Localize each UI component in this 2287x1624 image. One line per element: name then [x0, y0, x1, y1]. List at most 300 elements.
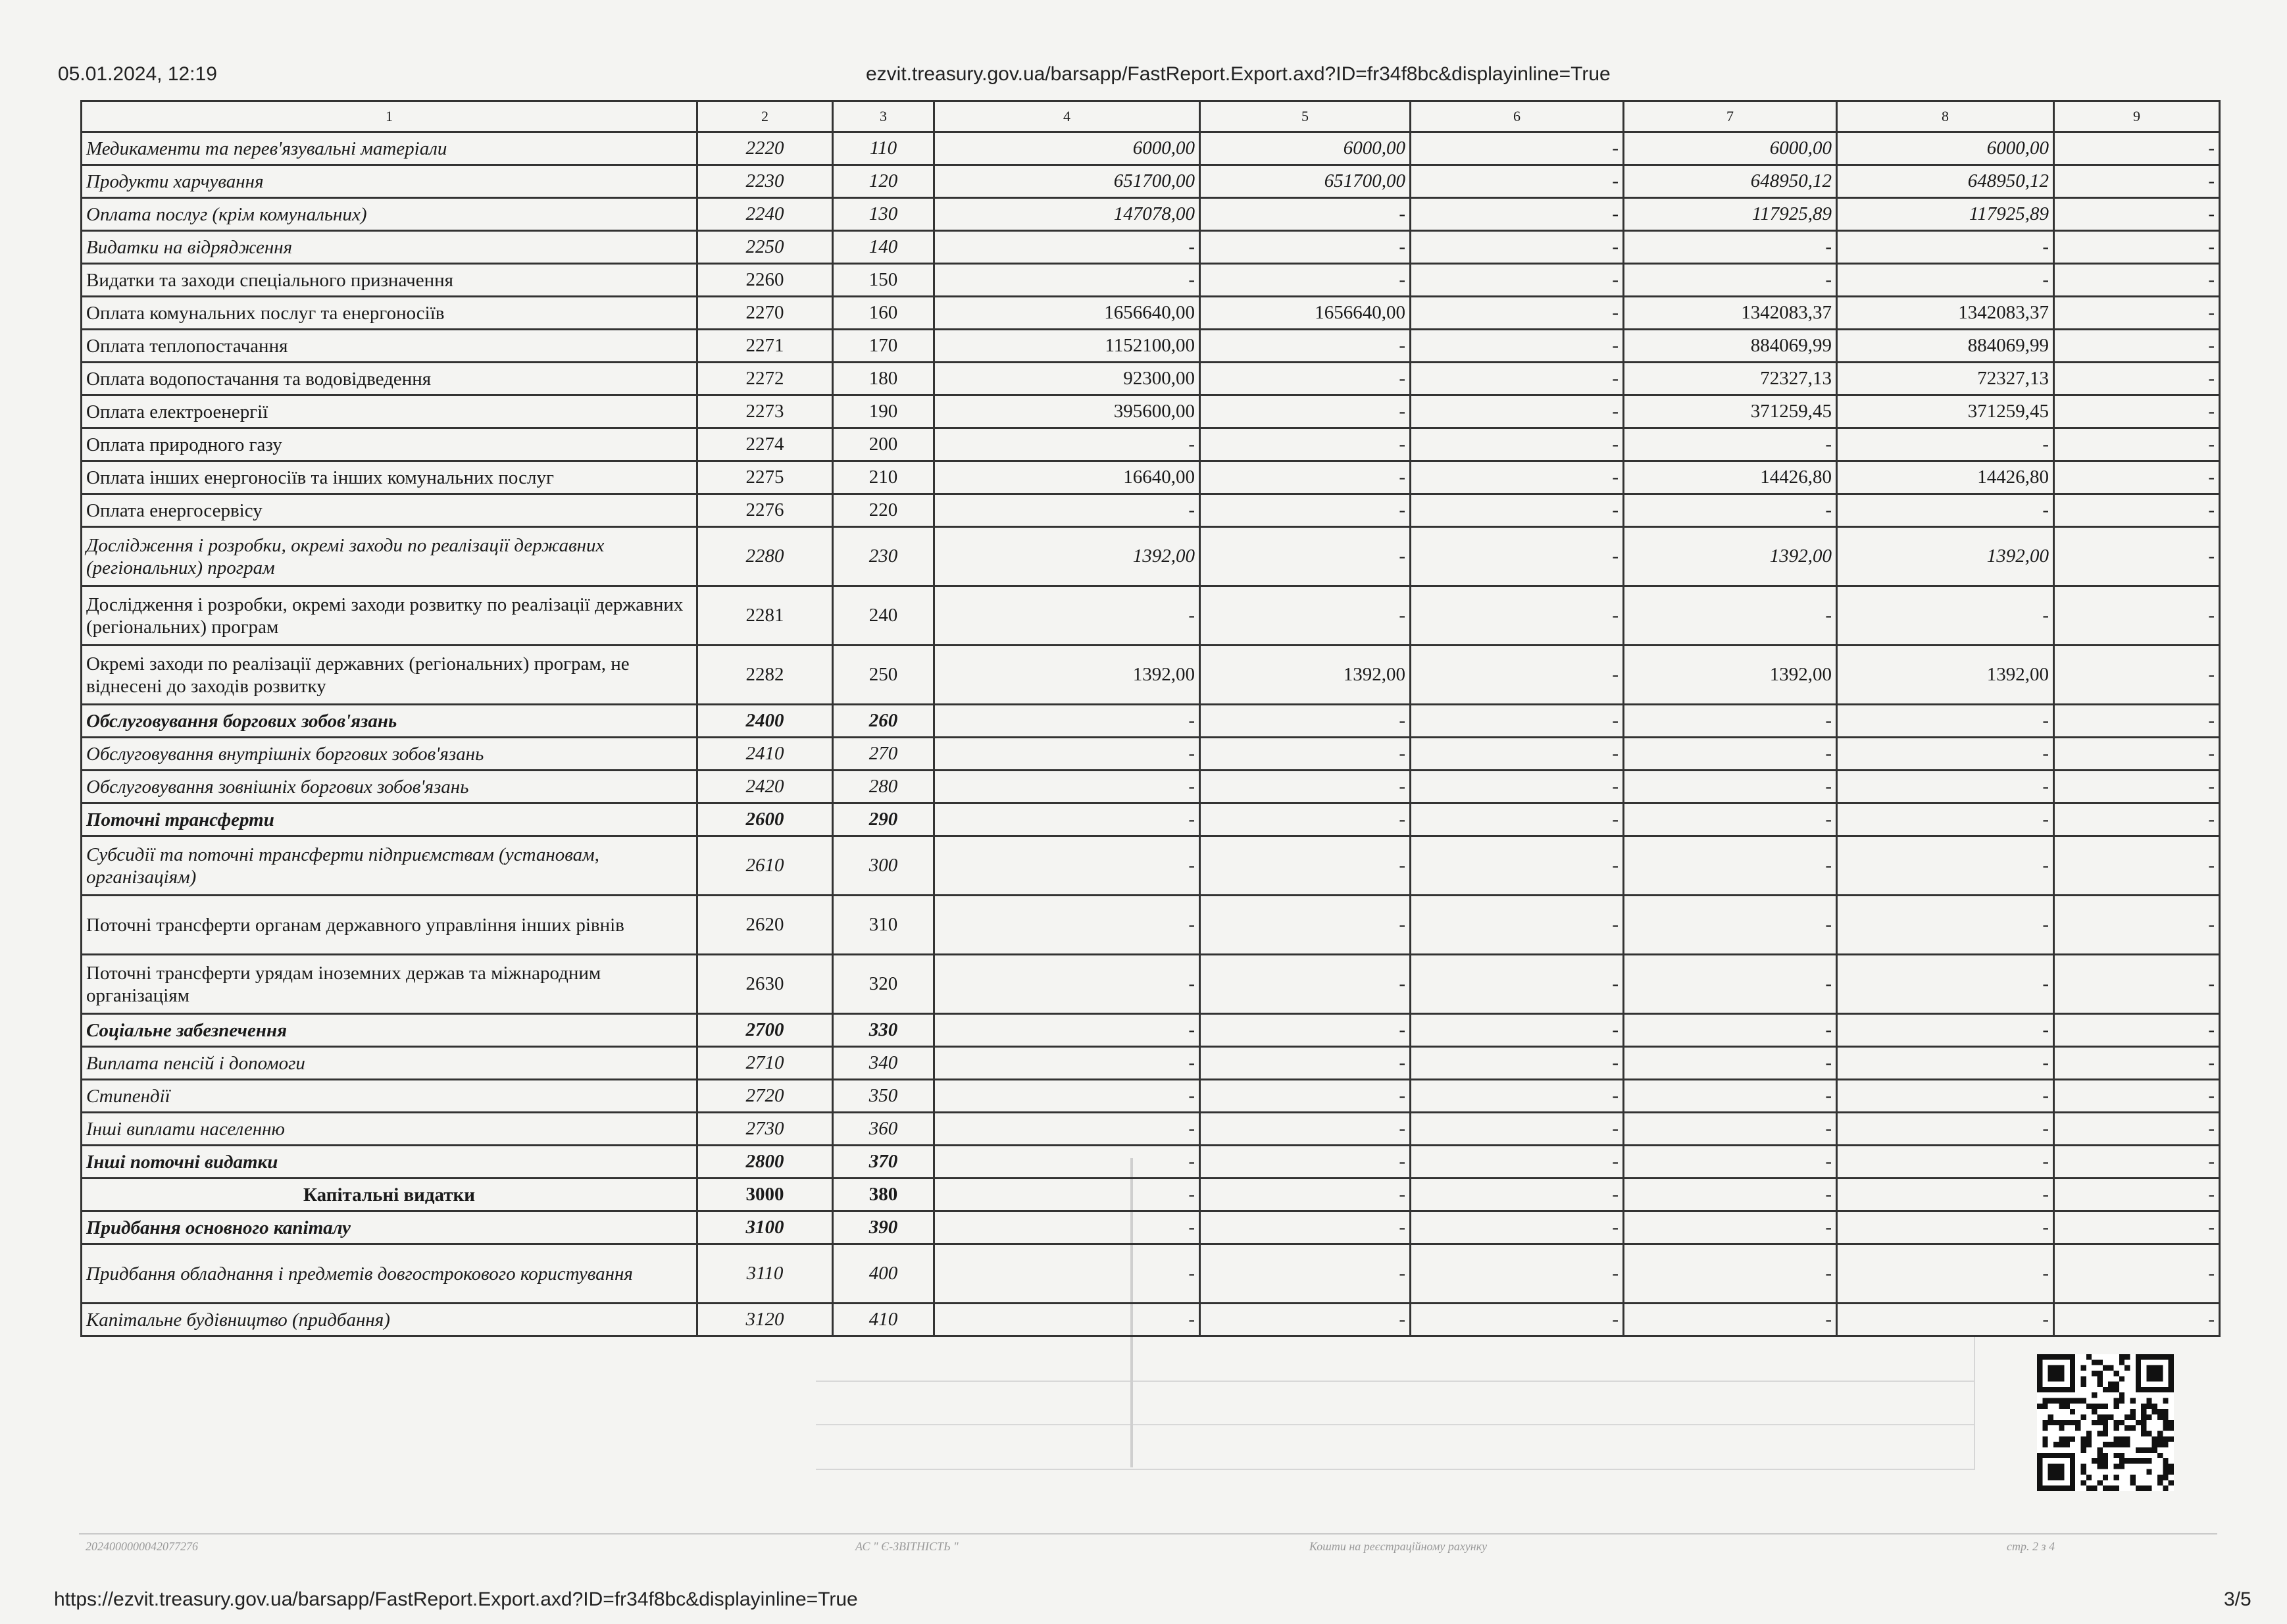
table-row	[82, 198, 2220, 231]
row-name: Оплата теплопостачання	[82, 330, 697, 363]
account-note: Кошти на реєстраційному рахунку	[1309, 1540, 1488, 1553]
value-col-4: -	[934, 803, 1200, 836]
value-col-6: -	[1411, 461, 1624, 494]
value-col-7: 6000,00	[1624, 132, 1837, 165]
value-col-7: 1392,00	[1624, 527, 1837, 586]
value-col-7: -	[1624, 1014, 1837, 1047]
table-row	[82, 1113, 2220, 1146]
print-page-number: 3/5	[2224, 1588, 2251, 1610]
value-col-9: -	[2054, 527, 2220, 586]
line-code: 260	[833, 705, 934, 738]
value-col-8: -	[1837, 586, 2054, 646]
value-col-8: 371259,45	[1837, 395, 2054, 428]
kekv-code: 2400	[697, 705, 833, 738]
value-col-6: -	[1411, 297, 1624, 330]
value-col-6: -	[1411, 896, 1624, 955]
value-col-5: -	[1200, 494, 1411, 527]
value-col-6: -	[1411, 771, 1624, 803]
value-col-5: -	[1200, 395, 1411, 428]
value-col-7: -	[1624, 836, 1837, 896]
line-code: 330	[833, 1014, 934, 1047]
table-row	[82, 231, 2220, 264]
row-name: Оплата інших енергоносіїв та інших комунальних послуг	[82, 461, 697, 494]
value-col-6: -	[1411, 198, 1624, 231]
value-col-8: 14426,80	[1837, 461, 2054, 494]
value-col-9: -	[2054, 896, 2220, 955]
value-col-4: 92300,00	[934, 363, 1200, 395]
table-row	[82, 646, 2220, 705]
line-code: 180	[833, 363, 934, 395]
value-col-7: -	[1624, 428, 1837, 461]
row-name: Оплата водопостачання та водовідведення	[82, 363, 697, 395]
value-col-6: -	[1411, 165, 1624, 198]
row-name: Соціальне забезпечення	[82, 1014, 697, 1047]
value-col-4: 395600,00	[934, 395, 1200, 428]
row-name: Капітальне будівництво (придбання)	[82, 1304, 697, 1336]
value-col-9: -	[2054, 1113, 2220, 1146]
value-col-9: -	[2054, 165, 2220, 198]
value-col-8: 1392,00	[1837, 646, 2054, 705]
value-col-4: -	[934, 836, 1200, 896]
value-col-8: -	[1837, 231, 2054, 264]
value-col-5: -	[1200, 1047, 1411, 1080]
value-col-6: -	[1411, 705, 1624, 738]
kekv-code: 2273	[697, 395, 833, 428]
column-header-1: 1	[82, 101, 697, 132]
value-col-8: 117925,89	[1837, 198, 2054, 231]
value-col-5: -	[1200, 1014, 1411, 1047]
value-col-5: -	[1200, 836, 1411, 896]
value-col-7: -	[1624, 1080, 1837, 1113]
value-col-8: 884069,99	[1837, 330, 2054, 363]
value-col-7: -	[1624, 264, 1837, 297]
kekv-code: 2270	[697, 297, 833, 330]
value-col-9: -	[2054, 132, 2220, 165]
value-col-8: -	[1837, 264, 2054, 297]
value-col-6: -	[1411, 738, 1624, 771]
value-col-6: -	[1411, 494, 1624, 527]
line-code: 390	[833, 1211, 934, 1244]
value-col-8: -	[1837, 1014, 2054, 1047]
value-col-4: -	[934, 1179, 1200, 1211]
line-code: 410	[833, 1304, 934, 1336]
value-col-5: -	[1200, 803, 1411, 836]
footer-rule	[79, 1533, 2217, 1535]
value-col-4: 16640,00	[934, 461, 1200, 494]
value-col-7: -	[1624, 803, 1837, 836]
value-col-4: 147078,00	[934, 198, 1200, 231]
table-row	[82, 1014, 2220, 1047]
value-col-7: -	[1624, 738, 1837, 771]
value-col-5: -	[1200, 586, 1411, 646]
line-code: 280	[833, 771, 934, 803]
kekv-code: 2620	[697, 896, 833, 955]
kekv-code: 2700	[697, 1014, 833, 1047]
value-col-4: -	[934, 896, 1200, 955]
value-col-5: -	[1200, 527, 1411, 586]
value-col-4: 1392,00	[934, 646, 1200, 705]
column-header-7: 7	[1624, 101, 1837, 132]
table-row	[82, 527, 2220, 586]
value-col-7: -	[1624, 771, 1837, 803]
row-name: Оплата природного газу	[82, 428, 697, 461]
value-col-9: -	[2054, 1080, 2220, 1113]
row-name: Медикаменти та перев'язувальні матеріали	[82, 132, 697, 165]
kekv-code: 3000	[697, 1179, 833, 1211]
value-col-5: -	[1200, 1211, 1411, 1244]
system-name: АС " Є-ЗВІТНІСТЬ "	[855, 1540, 959, 1553]
value-col-6: -	[1411, 428, 1624, 461]
row-name: Субсидії та поточні трансферти підприємствам (установам, організаціям)	[82, 836, 697, 896]
value-col-9: -	[2054, 955, 2220, 1014]
table-row	[82, 1179, 2220, 1211]
kekv-code: 2250	[697, 231, 833, 264]
table-row	[82, 771, 2220, 803]
kekv-code: 2240	[697, 198, 833, 231]
value-col-4: 1152100,00	[934, 330, 1200, 363]
value-col-7: -	[1624, 1179, 1837, 1211]
value-col-4: -	[934, 428, 1200, 461]
value-col-6: -	[1411, 330, 1624, 363]
value-col-5: -	[1200, 1244, 1411, 1304]
table-row	[82, 1080, 2220, 1113]
value-col-8: -	[1837, 955, 2054, 1014]
value-col-5: -	[1200, 955, 1411, 1014]
value-col-7: 117925,89	[1624, 198, 1837, 231]
print-footer-url: https://ezvit.treasury.gov.ua/barsapp/FastReport.Export.axd?ID=fr34f8bc&displayinline=True	[54, 1588, 858, 1610]
value-col-4: -	[934, 955, 1200, 1014]
kekv-code: 2610	[697, 836, 833, 896]
value-col-4: -	[934, 264, 1200, 297]
line-code: 340	[833, 1047, 934, 1080]
row-name: Стипендії	[82, 1080, 697, 1113]
value-col-5: -	[1200, 896, 1411, 955]
row-name: Інші поточні видатки	[82, 1146, 697, 1179]
value-col-6: -	[1411, 395, 1624, 428]
value-col-8: -	[1837, 428, 2054, 461]
value-col-8: -	[1837, 494, 2054, 527]
kekv-code: 2276	[697, 494, 833, 527]
kekv-code: 2275	[697, 461, 833, 494]
row-name: Придбання основного капіталу	[82, 1211, 697, 1244]
value-col-8: -	[1837, 1146, 2054, 1179]
kekv-code: 2274	[697, 428, 833, 461]
value-col-8: 6000,00	[1837, 132, 2054, 165]
value-col-9: -	[2054, 1304, 2220, 1336]
value-col-9: -	[2054, 705, 2220, 738]
value-col-8: -	[1837, 738, 2054, 771]
column-header-9: 9	[2054, 101, 2220, 132]
line-code: 130	[833, 198, 934, 231]
value-col-7: 371259,45	[1624, 395, 1837, 428]
value-col-9: -	[2054, 771, 2220, 803]
value-col-6: -	[1411, 836, 1624, 896]
value-col-9: -	[2054, 1179, 2220, 1211]
value-col-5: -	[1200, 1146, 1411, 1179]
line-code: 310	[833, 896, 934, 955]
form-page: стр. 2 з 4	[2007, 1540, 2055, 1553]
table-row	[82, 586, 2220, 646]
line-code: 160	[833, 297, 934, 330]
value-col-9: -	[2054, 395, 2220, 428]
table-row	[82, 738, 2220, 771]
value-col-5: -	[1200, 738, 1411, 771]
row-name: Виплата пенсій і допомоги	[82, 1047, 697, 1080]
value-col-6: -	[1411, 1304, 1624, 1336]
value-col-9: -	[2054, 264, 2220, 297]
row-name: Капітальні видатки	[82, 1179, 697, 1211]
line-code: 400	[833, 1244, 934, 1304]
row-name: Обслуговування внутрішніх боргових зобов'язань	[82, 738, 697, 771]
value-col-7: 1392,00	[1624, 646, 1837, 705]
value-col-9: -	[2054, 1211, 2220, 1244]
value-col-9: -	[2054, 363, 2220, 395]
table-row	[82, 395, 2220, 428]
value-col-6: -	[1411, 586, 1624, 646]
value-col-5: -	[1200, 264, 1411, 297]
value-col-9: -	[2054, 428, 2220, 461]
value-col-4: -	[934, 1146, 1200, 1179]
table-row	[82, 1047, 2220, 1080]
value-col-5: 651700,00	[1200, 165, 1411, 198]
value-col-8: -	[1837, 836, 2054, 896]
line-code: 110	[833, 132, 934, 165]
table-row	[82, 803, 2220, 836]
line-code: 220	[833, 494, 934, 527]
value-col-9: -	[2054, 198, 2220, 231]
row-name: Оплата електроенергії	[82, 395, 697, 428]
value-col-4: -	[934, 1047, 1200, 1080]
kekv-code: 2710	[697, 1047, 833, 1080]
value-col-4: -	[934, 1014, 1200, 1047]
value-col-7: 14426,80	[1624, 461, 1837, 494]
value-col-7: -	[1624, 1211, 1837, 1244]
value-col-8: 72327,13	[1837, 363, 2054, 395]
line-code: 250	[833, 646, 934, 705]
value-col-9: -	[2054, 586, 2220, 646]
line-code: 230	[833, 527, 934, 586]
value-col-7: 72327,13	[1624, 363, 1837, 395]
row-name: Обслуговування зовнішніх боргових зобов'язань	[82, 771, 697, 803]
row-name: Дослідження і розробки, окремі заходи розвитку по реалізації державних (регіональних) програм	[82, 586, 697, 646]
kekv-code: 2720	[697, 1080, 833, 1113]
line-code: 210	[833, 461, 934, 494]
kekv-code: 2230	[697, 165, 833, 198]
value-col-4: -	[934, 494, 1200, 527]
value-col-5: -	[1200, 771, 1411, 803]
value-col-9: -	[2054, 836, 2220, 896]
table-row	[82, 165, 2220, 198]
value-col-5: 1392,00	[1200, 646, 1411, 705]
document-number: 2024000000042077276	[86, 1540, 198, 1553]
line-code: 350	[833, 1080, 934, 1113]
value-col-7: -	[1624, 1146, 1837, 1179]
table-row	[82, 461, 2220, 494]
value-col-6: -	[1411, 803, 1624, 836]
value-col-5: 6000,00	[1200, 132, 1411, 165]
table-row	[82, 494, 2220, 527]
value-col-4: 1392,00	[934, 527, 1200, 586]
value-col-7: 648950,12	[1624, 165, 1837, 198]
value-col-8: -	[1837, 1113, 2054, 1146]
value-col-5: -	[1200, 1080, 1411, 1113]
value-col-5: -	[1200, 1113, 1411, 1146]
kekv-code: 2410	[697, 738, 833, 771]
row-name: Поточні трансферти	[82, 803, 697, 836]
value-col-6: -	[1411, 132, 1624, 165]
value-col-9: -	[2054, 1014, 2220, 1047]
row-name: Видатки на відрядження	[82, 231, 697, 264]
qr-code	[2037, 1354, 2174, 1491]
value-col-8: 1392,00	[1837, 527, 2054, 586]
line-code: 140	[833, 231, 934, 264]
value-col-4: -	[934, 586, 1200, 646]
line-code: 240	[833, 586, 934, 646]
table-row	[82, 1146, 2220, 1179]
table-row	[82, 705, 2220, 738]
value-col-8: 1342083,37	[1837, 297, 2054, 330]
value-col-6: -	[1411, 363, 1624, 395]
value-col-9: -	[2054, 646, 2220, 705]
value-col-8: 648950,12	[1837, 165, 2054, 198]
value-col-8: -	[1837, 771, 2054, 803]
value-col-6: -	[1411, 1146, 1624, 1179]
value-col-7: -	[1624, 494, 1837, 527]
line-code: 290	[833, 803, 934, 836]
value-col-6: -	[1411, 527, 1624, 586]
value-col-6: -	[1411, 231, 1624, 264]
value-col-9: -	[2054, 494, 2220, 527]
value-col-6: -	[1411, 1113, 1624, 1146]
row-name: Поточні трансферти органам державного управління інших рівнів	[82, 896, 697, 955]
line-code: 170	[833, 330, 934, 363]
row-name: Продукти харчування	[82, 165, 697, 198]
column-header-2: 2	[697, 101, 833, 132]
value-col-4: 1656640,00	[934, 297, 1200, 330]
value-col-4: -	[934, 771, 1200, 803]
value-col-7: -	[1624, 1047, 1837, 1080]
row-name: Окремі заходи по реалізації державних (регіональних) програм, не віднесені до заходів розвитку	[82, 646, 697, 705]
kekv-code: 2630	[697, 955, 833, 1014]
value-col-9: -	[2054, 461, 2220, 494]
kekv-code: 2272	[697, 363, 833, 395]
value-col-9: -	[2054, 1146, 2220, 1179]
value-col-6: -	[1411, 264, 1624, 297]
value-col-8: -	[1837, 1211, 2054, 1244]
value-col-6: -	[1411, 1244, 1624, 1304]
kekv-code: 3110	[697, 1244, 833, 1304]
value-col-8: -	[1837, 803, 2054, 836]
value-col-5: -	[1200, 363, 1411, 395]
value-col-5: -	[1200, 330, 1411, 363]
row-name: Придбання обладнання і предметів довгострокового користування	[82, 1244, 697, 1304]
kekv-code: 2271	[697, 330, 833, 363]
kekv-code: 2420	[697, 771, 833, 803]
line-code: 380	[833, 1179, 934, 1211]
value-col-4: 6000,00	[934, 132, 1200, 165]
table-row	[82, 836, 2220, 896]
value-col-7: -	[1624, 586, 1837, 646]
line-code: 150	[833, 264, 934, 297]
column-header-3: 3	[833, 101, 934, 132]
row-name: Оплата енергосервісу	[82, 494, 697, 527]
value-col-8: -	[1837, 896, 2054, 955]
column-header-5: 5	[1200, 101, 1411, 132]
value-col-4: 651700,00	[934, 165, 1200, 198]
table-row	[82, 297, 2220, 330]
row-name: Обслуговування боргових зобов'язань	[82, 705, 697, 738]
value-col-8: -	[1837, 705, 2054, 738]
value-col-8: -	[1837, 1047, 2054, 1080]
row-name: Інші виплати населенню	[82, 1113, 697, 1146]
value-col-7: -	[1624, 896, 1837, 955]
value-col-5: -	[1200, 428, 1411, 461]
kekv-code: 2280	[697, 527, 833, 586]
bleed-through-table	[816, 1336, 1975, 1470]
value-col-4: -	[934, 1211, 1200, 1244]
kekv-code: 2730	[697, 1113, 833, 1146]
value-col-4: -	[934, 1113, 1200, 1146]
value-col-6: -	[1411, 1014, 1624, 1047]
kekv-code: 2800	[697, 1146, 833, 1179]
value-col-7: 1342083,37	[1624, 297, 1837, 330]
value-col-4: -	[934, 1304, 1200, 1336]
value-col-7: -	[1624, 1304, 1837, 1336]
value-col-6: -	[1411, 1047, 1624, 1080]
line-code: 360	[833, 1113, 934, 1146]
value-col-7: -	[1624, 1113, 1837, 1146]
value-col-6: -	[1411, 955, 1624, 1014]
row-name: Оплата послуг (крім комунальних)	[82, 198, 697, 231]
table-body	[82, 132, 2220, 1336]
value-col-9: -	[2054, 1244, 2220, 1304]
value-col-4: -	[934, 231, 1200, 264]
kekv-code: 3120	[697, 1304, 833, 1336]
table-row	[82, 1304, 2220, 1336]
value-col-7: -	[1624, 955, 1837, 1014]
table-row	[82, 132, 2220, 165]
table-row	[82, 955, 2220, 1014]
value-col-9: -	[2054, 803, 2220, 836]
expenditure-report-table	[80, 100, 2221, 1337]
value-col-9: -	[2054, 297, 2220, 330]
value-col-5: 1656640,00	[1200, 297, 1411, 330]
value-col-4: -	[934, 1080, 1200, 1113]
kekv-code: 2600	[697, 803, 833, 836]
value-col-9: -	[2054, 231, 2220, 264]
print-header-url: ezvit.treasury.gov.ua/barsapp/FastReport.Export.axd?ID=fr34f8bc&displayinline=True	[866, 63, 1611, 85]
value-col-8: -	[1837, 1080, 2054, 1113]
row-name: Поточні трансферти урядам іноземних держав та міжнародним організаціям	[82, 955, 697, 1014]
kekv-code: 3100	[697, 1211, 833, 1244]
table-row	[82, 363, 2220, 395]
line-code: 190	[833, 395, 934, 428]
value-col-5: -	[1200, 461, 1411, 494]
kekv-code: 2281	[697, 586, 833, 646]
table-row	[82, 330, 2220, 363]
value-col-5: -	[1200, 1179, 1411, 1211]
value-col-6: -	[1411, 646, 1624, 705]
value-col-4: -	[934, 1244, 1200, 1304]
line-code: 320	[833, 955, 934, 1014]
value-col-8: -	[1837, 1179, 2054, 1211]
line-code: 370	[833, 1146, 934, 1179]
table-row	[82, 1211, 2220, 1244]
value-col-7: -	[1624, 705, 1837, 738]
row-name: Дослідження і розробки, окремі заходи по реалізації державних (регіональних) програм	[82, 527, 697, 586]
value-col-7: 884069,99	[1624, 330, 1837, 363]
value-col-9: -	[2054, 330, 2220, 363]
